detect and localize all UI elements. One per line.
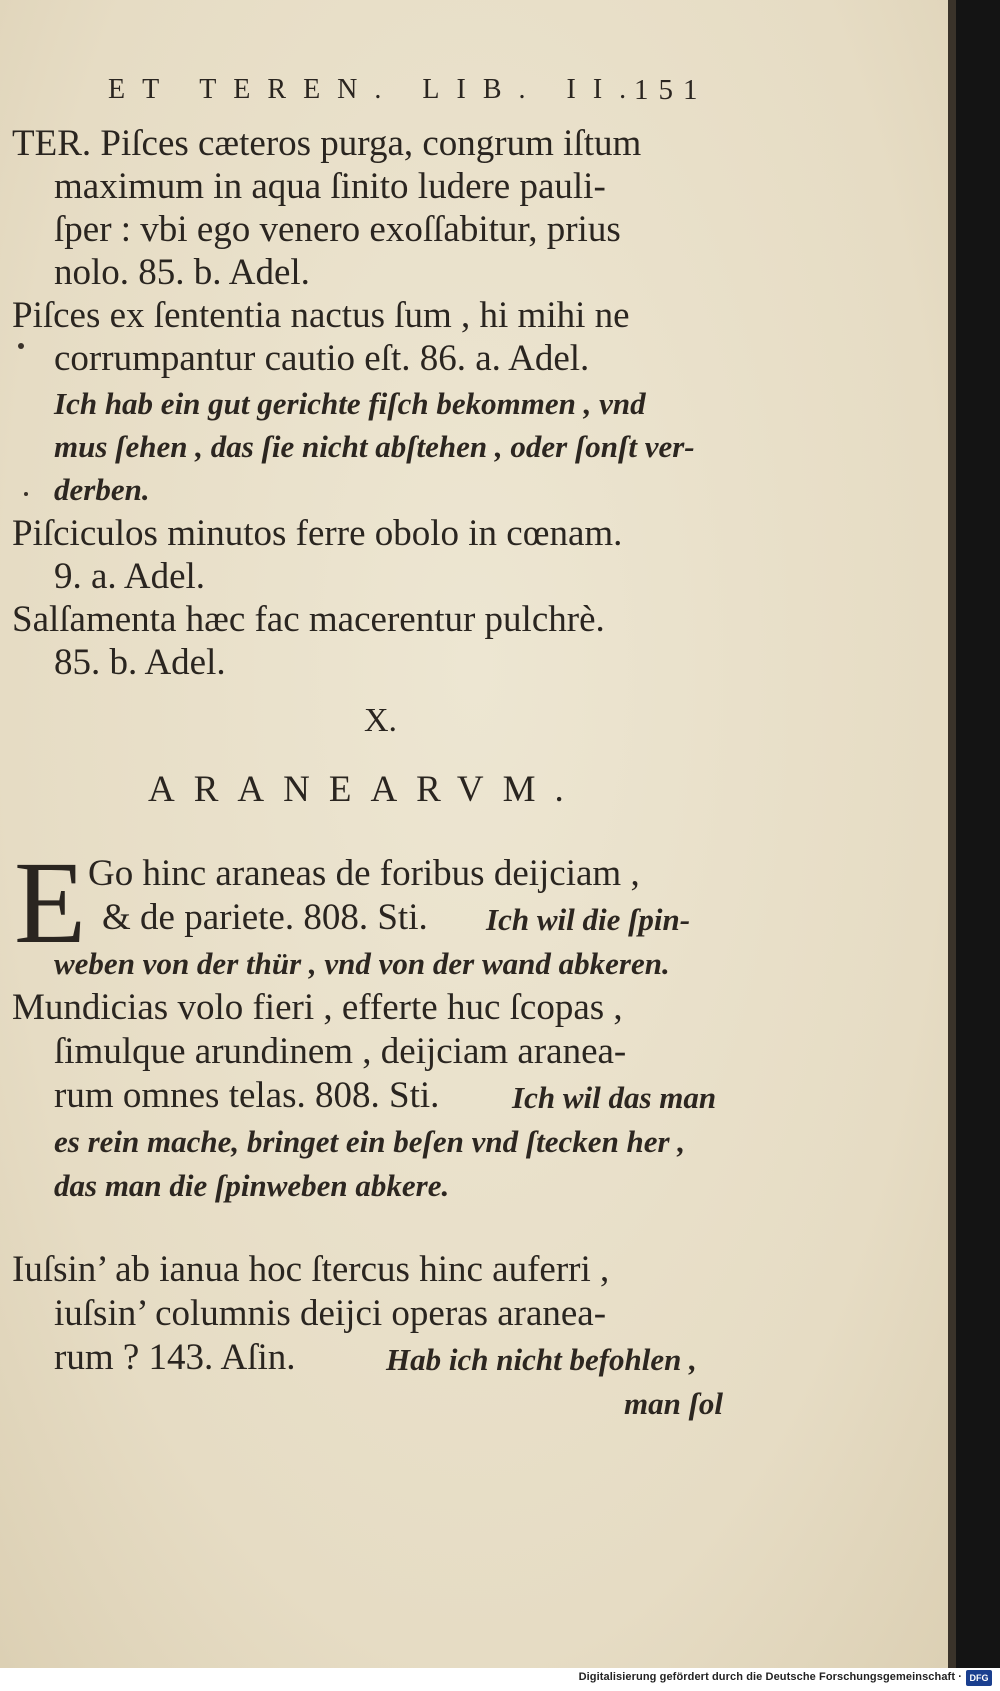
text-line: das man die ſpinweben abkere. xyxy=(54,1168,450,1203)
text-line: Salſamenta hæc fac macerentur pulchrè. xyxy=(12,599,605,640)
text-line: weben von der thür , vnd von der wand abkeren. xyxy=(54,946,670,981)
text-line: es rein mache, bringet ein beſen vnd ſtecken her , xyxy=(54,1124,686,1159)
text-line: corrumpantur cautio eſt. 86. a. Adel. xyxy=(54,338,590,379)
text-line: derben. xyxy=(54,472,150,507)
ink-speck xyxy=(18,343,24,349)
text-line: Piſces ex ſententia nactus ſum , hi mihi ne xyxy=(12,295,630,336)
text-line: rum omnes telas. 808. Sti. xyxy=(54,1075,440,1116)
text-line: ſimulque arundinem , deijciam aranea- xyxy=(54,1031,627,1072)
text-line: iuſsin’ columnis deijci operas aranea- xyxy=(54,1293,607,1334)
book-binding-edge xyxy=(948,0,1000,1668)
text-line: TER. Piſces cæteros purga, congrum iſtum xyxy=(12,123,642,164)
text-line: maximum in aqua ſinito ludere pauli- xyxy=(54,166,606,207)
text-line: ſper : vbi ego venero exoſſabitur, prius xyxy=(54,209,621,250)
running-head: ET TEREN. LIB. II. xyxy=(108,74,644,105)
section-number: X. xyxy=(364,702,398,739)
drop-cap: E xyxy=(14,837,87,968)
text-line: Iuſsin’ ab ianua hoc ſtercus hinc auferri , xyxy=(12,1249,610,1290)
text-line: Hab ich nicht befohlen , xyxy=(386,1342,697,1377)
dfg-logo: DFG xyxy=(966,1670,992,1686)
text-line: Ich wil die ſpin- xyxy=(486,902,691,937)
page-number: 151 xyxy=(634,74,708,106)
text-line: Ich hab ein gut gerichte fiſch bekommen , vnd xyxy=(54,386,646,421)
text-line: Go hinc araneas de foribus deijciam , xyxy=(88,853,640,894)
text-line: mus ſehen , das ſie nicht abſtehen , oder ſonſt ver- xyxy=(54,429,695,464)
text-line: 9. a. Adel. xyxy=(54,556,206,597)
text-line: 85. b. Adel. xyxy=(54,642,226,683)
footer-bar xyxy=(0,1668,1000,1691)
text-line: nolo. 85. b. Adel. xyxy=(54,252,310,293)
section-title: ARANEARVM. xyxy=(148,769,583,810)
text-line: & de pariete. 808. Sti. xyxy=(102,897,428,938)
text-line: Piſciculos minutos ferre obolo in cœnam. xyxy=(12,513,623,554)
text-line: rum ? 143. Aſin. xyxy=(54,1337,296,1378)
text-line: Mundicias volo fieri , efferte huc ſcopas , xyxy=(12,987,623,1028)
ink-speck xyxy=(24,492,28,496)
text-line: Ich wil das man xyxy=(512,1080,717,1115)
footer-credit: Digitalisierung gefördert durch die Deutsche Forschungsgemeinschaft · xyxy=(578,1671,962,1683)
text-line: man ſol xyxy=(624,1386,724,1421)
